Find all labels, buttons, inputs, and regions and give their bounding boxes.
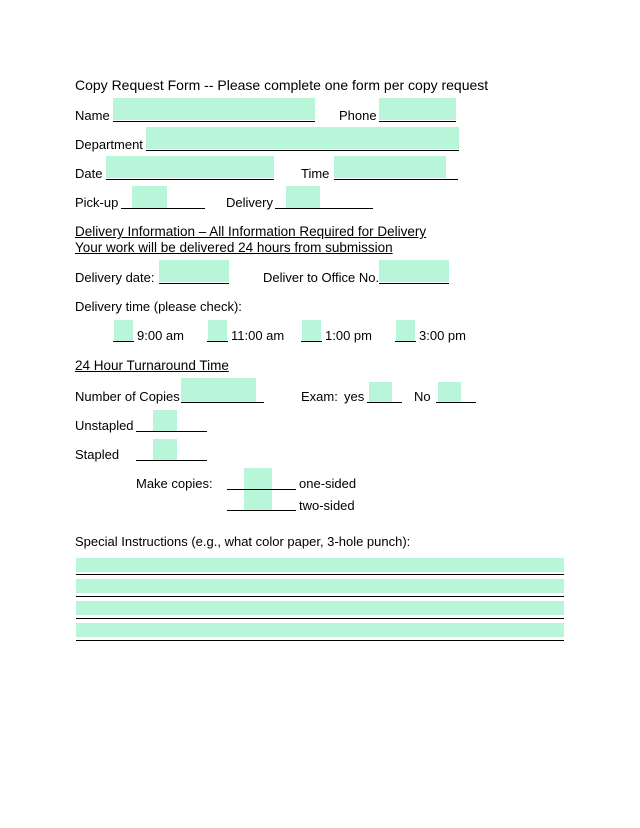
time-11am-underline [207,341,228,342]
time-field[interactable] [334,156,446,178]
make-copies-label: Make copies: [136,476,213,491]
pickup-label: Pick-up [75,195,119,210]
phone-label: Phone [339,108,377,123]
department-field[interactable] [146,127,459,149]
time-3pm-checkbox[interactable] [396,320,415,341]
special-instructions-line-4[interactable] [76,623,564,637]
special-instructions-rule-3 [76,618,564,619]
pickup-underline [121,208,205,209]
time-1pm-underline [301,341,322,342]
time-label: Time [301,166,330,181]
special-instructions-line-2[interactable] [76,579,564,593]
two-sided-underline [227,510,296,511]
special-instructions-rule-4 [76,640,564,641]
date-underline [106,179,274,180]
unstapled-field[interactable] [153,410,177,431]
date-label: Date [75,166,103,181]
delivery-timing-note: Your work will be delivered 24 hours from submission [75,240,393,255]
one-sided-label: one-sided [299,476,357,491]
two-sided-field[interactable] [244,490,272,510]
delivery-date-field[interactable] [159,260,229,282]
deliver-to-office-label: Deliver to Office No. [263,270,380,285]
department-underline [146,150,459,151]
delivery-date-underline [159,283,229,284]
special-instructions-line-1[interactable] [76,558,564,572]
time-3pm-label: 3:00 pm [419,328,466,343]
number-of-copies-label: Number of Copies [75,389,180,404]
time-underline [334,179,458,180]
delivery-underline [275,208,373,209]
name-label: Name [75,108,110,123]
name-field[interactable] [113,98,315,120]
one-sided-field[interactable] [244,468,272,489]
number-of-copies-field[interactable] [181,378,256,402]
time-3pm-underline [395,341,416,342]
delivery-info-heading: Delivery Information – All Information Required for Delivery [75,224,427,239]
delivery-label: Delivery [226,195,273,210]
name-underline [113,121,315,122]
stapled-field[interactable] [153,439,177,460]
department-label: Department [75,137,143,152]
special-instructions-label: Special Instructions (e.g., what color paper, 3-hole punch): [75,534,411,549]
phone-underline [379,121,456,122]
special-instructions-rule-2 [76,596,564,597]
exam-no-label: No [414,389,431,404]
stapled-underline [136,460,207,461]
unstapled-underline [136,431,207,432]
special-instructions-rule-1 [76,574,564,575]
special-instructions-line-3[interactable] [76,601,564,615]
time-9am-underline [113,341,134,342]
time-11am-label: 11:00 am [231,328,285,343]
time-1pm-label: 1:00 pm [325,328,372,343]
delivery-date-label: Delivery date: [75,270,155,285]
time-9am-label: 9:00 am [137,328,184,343]
time-1pm-checkbox[interactable] [302,320,321,341]
form-title: Copy Request Form -- Please complete one form per copy request [75,77,489,93]
date-field[interactable] [106,156,274,178]
phone-field[interactable] [379,98,456,120]
delivery-time-prompt: Delivery time (please check): [75,299,242,314]
exam-yes-label: yes [344,389,365,404]
stapled-label: Stapled [75,447,120,462]
exam-no-underline [436,402,476,403]
exam-yes-underline [367,402,402,403]
time-11am-checkbox[interactable] [208,320,227,341]
exam-label: Exam: [301,389,338,404]
office-number-field[interactable] [379,260,449,282]
two-sided-label: two-sided [299,498,355,513]
unstapled-label: Unstapled [75,418,134,433]
exam-no-checkbox[interactable] [438,382,461,402]
number-of-copies-underline [181,402,264,403]
pickup-checkbox[interactable] [132,186,167,208]
delivery-checkbox[interactable] [286,186,320,208]
exam-yes-checkbox[interactable] [369,382,392,402]
turnaround-heading: 24 Hour Turnaround Time [75,358,229,373]
office-number-underline [379,283,449,284]
time-9am-checkbox[interactable] [114,320,133,341]
